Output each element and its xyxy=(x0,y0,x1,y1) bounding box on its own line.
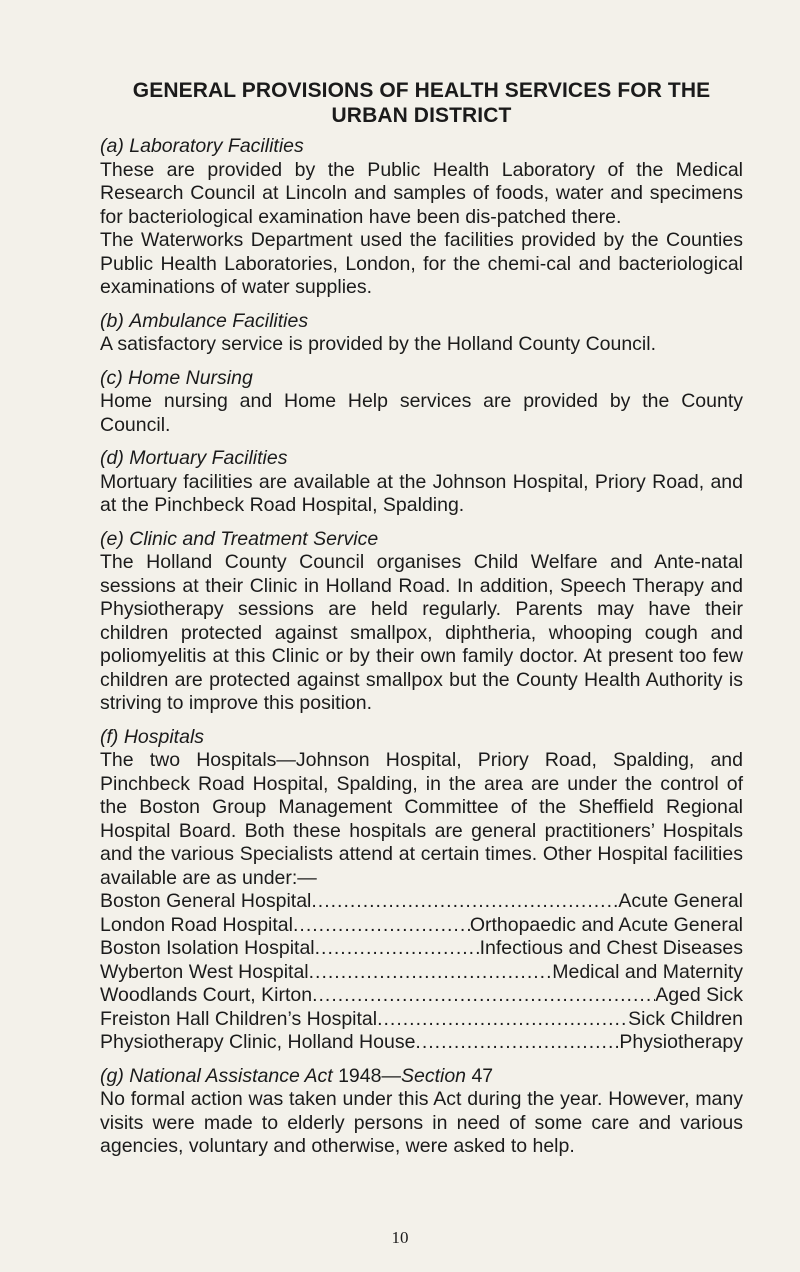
paragraph: No formal action was taken under this Act during the year. However, many visits were made to elderly persons in need of some care and various agencies, voluntary and otherwise, were asked to help. xyxy=(100,1088,743,1157)
section-title: National Assistance Act xyxy=(129,1064,333,1087)
section-ambulance xyxy=(100,310,743,357)
hospital-type: Physiotherapy xyxy=(619,1031,743,1053)
section-letter: (e) xyxy=(100,527,124,550)
document-page xyxy=(100,78,743,1169)
paragraph: Mortuary facilities are available at the Johnson Hospital, Priory Road, and at the Pinchbeck Road Hospital, Spalding. xyxy=(100,470,743,516)
section-heading xyxy=(100,528,743,552)
hospital-name: Boston Isolation Hospital xyxy=(100,937,315,959)
section-clinic xyxy=(100,528,743,716)
section-laboratory xyxy=(100,135,743,300)
hospital-row xyxy=(100,890,743,914)
hospital-row xyxy=(100,937,743,961)
leader-dots xyxy=(377,1008,628,1032)
hospital-type: Medical and Maternity xyxy=(552,960,743,983)
hospital-type: Sick Children xyxy=(628,1007,743,1030)
hospital-row xyxy=(100,961,743,985)
section-heading xyxy=(100,447,743,471)
title-line-1: GENERAL PROVISIONS OF HEALTH SERVICES FOR THE xyxy=(132,79,711,102)
section-heading xyxy=(100,1065,743,1089)
section-national-assistance xyxy=(100,1065,743,1159)
section-title: Laboratory Facilities xyxy=(129,135,304,157)
hospital-name: Boston General Hospital xyxy=(100,890,312,912)
paragraph: A satisfactory service is provided by the Holland County Council. xyxy=(100,333,657,355)
paragraph: The two Hospitals—Johnson Hospital, Priory Road, Spalding, and Pinchbeck Road Hospital, Spalding, in the area are under the control of the Boston Group Management Committee of the Sheffield Regional Hospital Board. Both these hospitals are general practitioners’ Hospitals and the various Specialists attend at certain times. Other Hospital facilities available are as under:— xyxy=(100,749,743,889)
page-title xyxy=(100,78,743,128)
section-title: Mortuary Facilities xyxy=(129,447,288,469)
section-letter: (d) xyxy=(100,447,124,469)
section-heading xyxy=(100,367,743,391)
section-letter: (f) xyxy=(100,725,119,748)
hospital-row xyxy=(100,914,743,938)
section-heading xyxy=(100,135,743,159)
section-title-section: Section xyxy=(400,1064,467,1087)
page-number: 10 xyxy=(391,1228,409,1247)
hospital-type: Orthopaedic and Acute General xyxy=(469,913,743,936)
hospital-type: Acute General xyxy=(618,890,743,912)
leader-dots xyxy=(293,914,470,938)
section-letter: (b) xyxy=(100,309,124,332)
section-mortuary xyxy=(100,447,743,518)
section-heading xyxy=(100,310,743,334)
hospital-name: Wyberton West Hospital xyxy=(100,960,309,983)
leader-dots xyxy=(315,937,480,961)
section-letter: (c) xyxy=(100,366,123,389)
hospital-type: Aged Sick xyxy=(655,984,743,1006)
hospital-name: London Road Hospital xyxy=(100,913,293,936)
section-title: Home Nursing xyxy=(128,366,253,389)
section-letter: (g) xyxy=(100,1064,124,1087)
section-home-nursing xyxy=(100,367,743,438)
section-letter: (a) xyxy=(100,135,124,157)
hospital-list xyxy=(100,890,743,1055)
section-title: Hospitals xyxy=(123,725,205,748)
title-line-2: URBAN DISTRICT xyxy=(331,104,512,127)
section-heading xyxy=(100,726,743,750)
leader-dots xyxy=(415,1031,619,1055)
section-title-number: 47 xyxy=(466,1064,494,1087)
leader-dots xyxy=(312,984,655,1008)
paragraph: The Waterworks Department used the facilities provided by the Counties Public Health Laboratories, London, for the chemi-cal and bacteriological examinations of water supplies. xyxy=(100,229,743,298)
hospital-name: Freiston Hall Children’s Hospital xyxy=(100,1007,378,1030)
paragraph: Home nursing and Home Help services are provided by the County Council. xyxy=(100,390,743,436)
hospital-row xyxy=(100,1008,743,1032)
hospital-type: Infectious and Chest Diseases xyxy=(479,937,743,959)
section-title: Clinic and Treatment Service xyxy=(129,527,379,550)
hospital-row xyxy=(100,1031,743,1055)
hospital-name: Physiotherapy Clinic, Holland House xyxy=(100,1031,416,1053)
leader-dots xyxy=(309,961,553,985)
hospital-name: Woodlands Court, Kirton xyxy=(100,984,313,1006)
paragraph: The Holland County Council organises Child Welfare and Ante-natal sessions at their Clinic in Holland Road. In addition, Speech Therapy and Physiotherapy sessions are held regularly. Parents may have their children protected against smallpox, diphtheria, whooping cough and poliomyelitis at this Clinic or by their own family doctor. At present too few children are protected against smallpox but the County Health Authority is striving to improve this position. xyxy=(100,551,743,714)
leader-dots xyxy=(311,890,618,914)
section-hospitals xyxy=(100,726,743,1055)
hospital-row xyxy=(100,984,743,1008)
section-title-year: 1948— xyxy=(332,1064,401,1087)
section-title: Ambulance Facilities xyxy=(129,309,309,332)
paragraph: These are provided by the Public Health Laboratory of the Medical Research Council at Lincoln and samples of foods, water and specimens for bacteriological examination have been dis-patched there. xyxy=(100,158,743,228)
